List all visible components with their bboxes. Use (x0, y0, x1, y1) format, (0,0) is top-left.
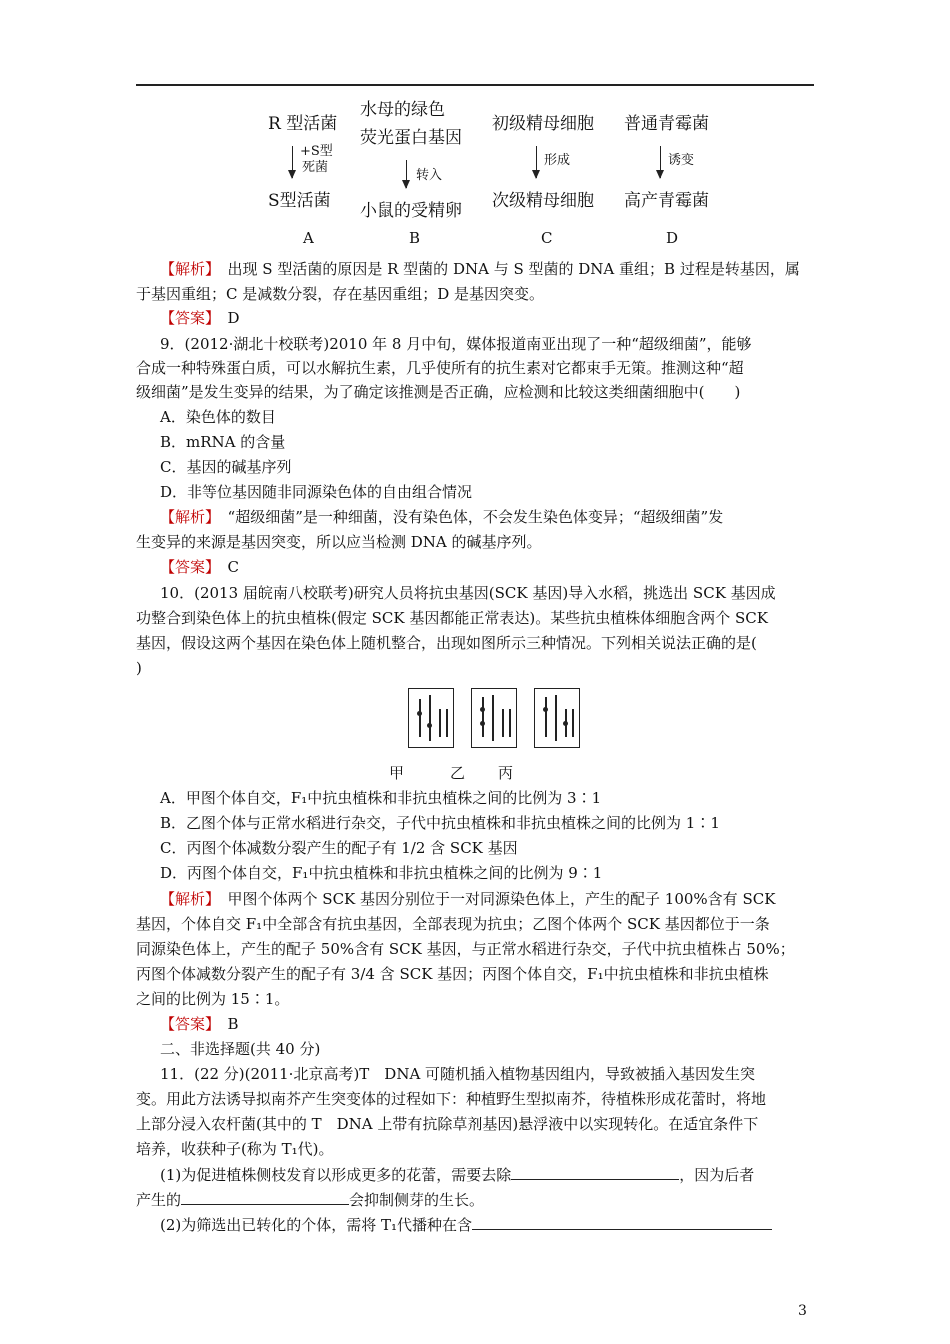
q10-analysis-line-4: 丙图个体减数分裂产生的配子有 3/4 含 SCK 基因；丙图个体自交，F₁中抗虫植株和非抗虫植株 (136, 965, 769, 983)
q8-analysis-text-1: 出现 S 型活菌的原因是 R 型菌的 DNA 与 S 型菌的 DNA 重组；B 过程是转基因，属 (227, 260, 800, 278)
diagram-a-arrow-label-1: +S型 (300, 144, 333, 159)
q9-option-b: B．mRNA 的含量 (160, 433, 286, 451)
q9-answer-tag: 【答案】 (160, 558, 213, 576)
q9-analysis-line-1 (160, 507, 723, 527)
diagram-c-top: 初级精母细胞 (492, 114, 594, 134)
diagram-d-arrow (660, 146, 661, 178)
q9-analysis-line-2: 生变异的来源是基因突变，所以应当检测 DNA 的碱基序列。 (136, 533, 542, 551)
diagram-c-letter: C (541, 229, 553, 247)
q8-analysis-line-1 (160, 259, 800, 279)
figure-box-jia (408, 688, 454, 748)
gene-dot (543, 707, 548, 712)
section-heading: 二、非选择题(共 40 分) (160, 1040, 321, 1058)
gene-dot (480, 721, 485, 726)
q9-option-d: D．非等位基因随非同源染色体的自由组合情况 (160, 483, 473, 501)
figure-label-bing: 丙 (498, 764, 514, 782)
q10-analysis-line-1 (160, 889, 775, 909)
q8-answer-line (160, 308, 240, 328)
q10-analysis-text-1: 甲图个体两个 SCK 基因分别位于一对同源染色体上，产生的配子 100%含有 SCK (227, 890, 776, 908)
diagram-c-arrow (536, 146, 537, 178)
q10-stem-line-4: ) (136, 659, 142, 677)
chromosome (555, 695, 557, 741)
diagram-a-bottom: S型活菌 (268, 191, 331, 211)
q10-stem-line-3: 基因，假设这两个基因在染色体上随机整合，出现如图所示三种情况。下列相关说法正确的是( (136, 634, 757, 652)
q9-stem-line-3: 级细菌”是发生变异的结果，为了确定该推测是否正确，应检测和比较这类细菌细胞中( ) (136, 383, 741, 401)
q8-answer: D (227, 309, 240, 327)
diagram-a-arrow-label-2: 死菌 (302, 160, 329, 175)
q11-part1-text-c: 产生的 (136, 1191, 182, 1209)
figure-label-yi: 乙 (450, 764, 466, 782)
q11-part1-line-1 (160, 1165, 754, 1185)
diagram-b-top-2: 荧光蛋白基因 (360, 128, 462, 148)
figure-box-bing (534, 688, 580, 748)
q11-part2-line-1 (160, 1215, 772, 1235)
q11-part1-text-a: (1)为促进植株侧枝发育以形成更多的花蕾，需要去除 (160, 1166, 512, 1184)
q11-part1-line-2 (136, 1190, 484, 1210)
chromosome (492, 695, 494, 741)
diagram-b-letter: B (409, 229, 421, 247)
q9-stem-line-2: 合成一种特殊蛋白质，可以水解抗生素，几乎使所有的抗生素对它都束手无策。推测这种“超 (136, 359, 744, 377)
q9-answer-line (160, 557, 239, 577)
page-number: 3 (798, 1303, 807, 1319)
gene-dot (427, 723, 432, 728)
diagram-d-letter: D (666, 229, 679, 247)
diagram-d-arrow-label: 诱变 (668, 153, 695, 168)
gene-dot (417, 711, 422, 716)
q11-stem-line-3: 上部分浸入农杆菌(其中的 T DNA 上带有抗除草剂基因)悬浮液中以实现转化。在适宜条件下 (136, 1115, 759, 1133)
chromosome (439, 709, 441, 737)
q9-option-c: C．基因的碱基序列 (160, 458, 292, 476)
chromosome (502, 709, 504, 737)
q11-part2-text-a: (2)为筛选出已转化的个体，需将 T₁代播种在含 (160, 1216, 473, 1234)
gene-dot (563, 721, 568, 726)
q8-answer-tag: 【答案】 (160, 309, 213, 327)
q9-option-a: A．染色体的数目 (160, 408, 276, 426)
chromosome (429, 695, 431, 741)
q11-stem-line-2: 变。用此方法诱导拟南芥产生突变体的过程如下：种植野生型拟南芥，待植株形成花蕾时，将地 (136, 1090, 767, 1108)
answer-blank-2[interactable] (181, 1190, 349, 1205)
q10-analysis-line-3: 同源染色体上，产生的配子 50%含有 SCK 基因，与正常水稻进行杂交，子代中抗虫植株占 50%； (136, 940, 795, 958)
chromosome (446, 709, 448, 737)
answer-blank-3[interactable] (472, 1215, 772, 1230)
q9-answer: C (227, 558, 240, 576)
q10-stem-line-1: 10．(2013 届皖南八校联考)研究人员将抗虫基因(SCK 基因)导入水稻，挑选出 SCK 基因成 (160, 584, 776, 602)
answer-blank-1[interactable] (511, 1165, 679, 1180)
q8-analysis-line-2: 于基因重组；C 是减数分裂，存在基因重组；D 是基因突变。 (136, 285, 545, 303)
diagram-d-bottom: 高产青霉菌 (624, 191, 709, 211)
diagram-a-top: R 型活菌 (268, 114, 338, 134)
figure-label-jia: 甲 (389, 764, 405, 782)
diagram-b-bottom: 小鼠的受精卵 (360, 201, 462, 221)
diagram-b-top-1: 水母的绿色 (360, 100, 445, 120)
chromosome (545, 697, 547, 737)
diagram-b-arrow (406, 160, 407, 188)
q10-stem-line-2: 功整合到染色体上的抗虫植株(假定 SCK 基因都能正常表达)。某些抗虫植株体细胞含两个 SCK (136, 609, 768, 627)
chromosome (509, 709, 511, 737)
diagram-c-arrow-label: 形成 (544, 153, 571, 168)
q10-analysis-line-5: 之间的比例为 15∶1。 (136, 990, 290, 1008)
q10-option-b: B．乙图个体与正常水稻进行杂交，子代中抗虫植株和非抗虫植株之间的比例为 1∶1 (160, 814, 720, 832)
q9-analysis-tag: 【解析】 (160, 508, 213, 526)
q9-analysis-text-1: “超级细菌”是一种细菌，没有染色体，不会发生染色体变异；“超级细菌”发 (227, 508, 724, 526)
q8-analysis-tag: 【解析】 (160, 260, 213, 278)
q11-part1-text-b: ，因为后者 (679, 1166, 755, 1184)
figure-box-yi (471, 688, 517, 748)
header-rule (136, 84, 814, 86)
q10-answer: B (227, 1015, 239, 1033)
chromosome (572, 709, 574, 737)
q10-option-d: D．丙图个体自交，F₁中抗虫植株和非抗虫植株之间的比例为 9∶1 (160, 864, 603, 882)
chromosome (482, 697, 484, 737)
diagram-d-top: 普通青霉菌 (624, 114, 709, 134)
diagram-b-arrow-label: 转入 (416, 168, 443, 183)
q11-stem-line-4: 培养，收获种子(称为 T₁代)。 (136, 1140, 334, 1158)
q10-analysis-line-2: 基因，个体自交 F₁中全部含有抗虫基因，全部表现为抗虫；乙图个体两个 SCK 基因都位于一条 (136, 915, 770, 933)
q11-stem-line-1: 11．(22 分)(2011·北京高考)T DNA 可随机插入植物基因组内，导致被插入基因发生突 (160, 1065, 756, 1083)
q9-stem-line-1: 9．(2012·湖北十校联考)2010 年 8 月中旬，媒体报道南亚出现了一种“超级细菌”，能够 (160, 335, 752, 353)
q10-analysis-tag: 【解析】 (160, 890, 213, 908)
gene-dot (480, 707, 485, 712)
q10-option-c: C．丙图个体减数分裂产生的配子有 1/2 含 SCK 基因 (160, 839, 518, 857)
q10-answer-tag: 【答案】 (160, 1015, 213, 1033)
q11-part1-text-d: 会抑制侧芽的生长。 (349, 1191, 485, 1209)
chromosome (419, 699, 421, 737)
diagram-c-bottom: 次级精母细胞 (492, 191, 594, 211)
diagram-a-arrow (292, 146, 293, 178)
diagram-a-letter: A (303, 229, 314, 247)
q10-option-a: A．甲图个体自交，F₁中抗虫植株和非抗虫植株之间的比例为 3∶1 (160, 789, 602, 807)
q10-answer-line (160, 1014, 239, 1034)
